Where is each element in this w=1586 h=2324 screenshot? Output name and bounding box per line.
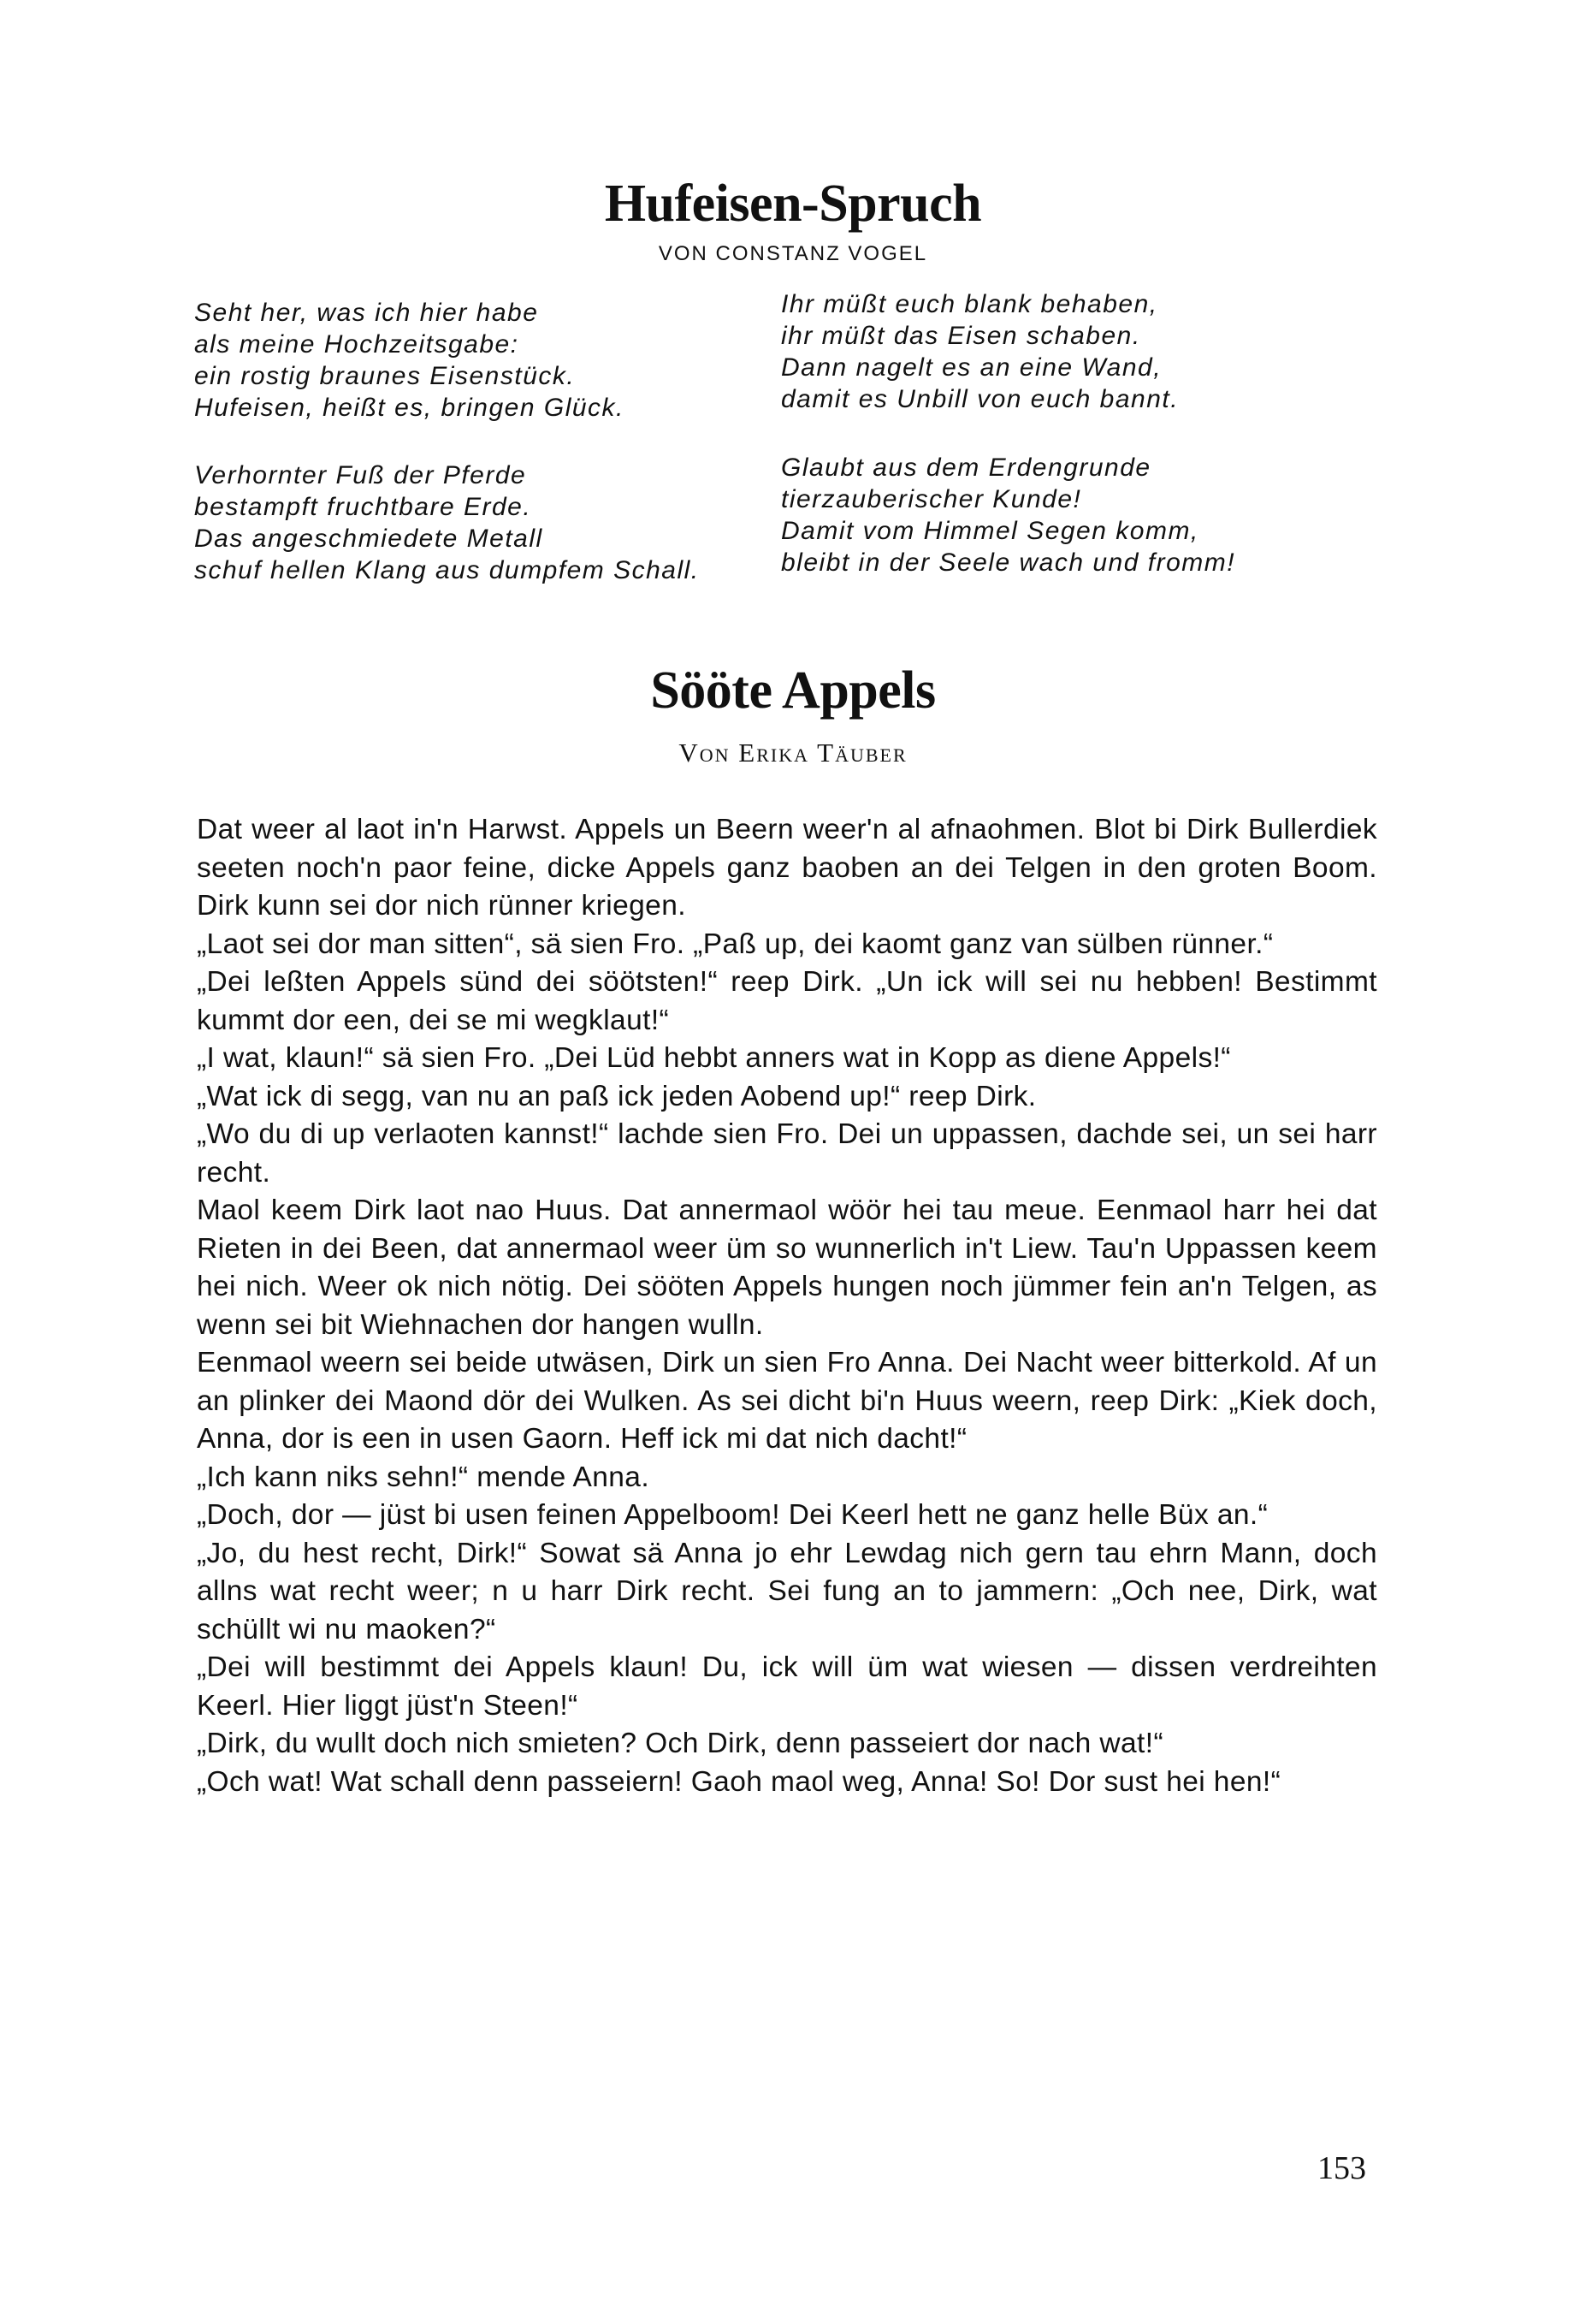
poem-line: tierzauberischer Kunde!: [781, 485, 1082, 513]
story-paragraph: „Doch, dor — jüst bi usen feinen Appelboom! Dei Keerl hett ne ganz helle Büx an.“: [197, 1499, 1269, 1531]
poem-stanza-3: [194, 459, 776, 586]
poem-line: Das angeschmiedete Metall: [194, 525, 543, 553]
story-paragraph: „Dei will bestimmt dei Appels klaun! Du, ick will üm wat wiesen — dissen verdreihten Keerl. Hier liggt jüst'n Steen!“: [197, 1651, 1377, 1722]
poem-stanza-1: [194, 297, 776, 424]
poem-line: Verhornter Fuß der Pferde: [194, 461, 527, 489]
poem-line: Ihr müßt euch blank behaben,: [781, 290, 1158, 318]
story-paragraph: „Dei leßten Appels sünd dei söötsten!“ reep Dirk. „Un ick will sei nu hebben! Bestimmt kummt dor een, dei se mi wegklaut!“: [197, 966, 1377, 1036]
page-number: 153: [1317, 2150, 1366, 2186]
story-paragraph: Eenmaol weern sei beide utwäsen, Dirk un sien Fro Anna. Dei Nacht weer bitterkold. Af un an plinker dei Maond dör dei Wulken. As sei dicht bi'n Huus weern, reep Dirk: „Kiek doch, Anna, dor is een in usen Gaorn. Heff ick mi dat nich dacht!“: [197, 1347, 1377, 1455]
poem-line: bestampft fruchtbare Erde.: [194, 493, 532, 521]
poem-line: Glaubt aus dem Erdengrunde: [781, 454, 1151, 482]
poem-line: schuf hellen Klang aus dumpfem Schall.: [194, 556, 700, 584]
story-paragraph: „Ich kann niks sehn!“ mende Anna.: [197, 1461, 650, 1493]
story-title: Sööte Appels: [650, 661, 936, 720]
poem-stanza-4: [781, 452, 1363, 578]
story-paragraph: „I wat, klaun!“ sä sien Fro. „Dei Lüd hebbt anners wat in Kopp as diene Appels!“: [197, 1042, 1231, 1074]
story-paragraph: Maol keem Dirk laot nao Huus. Dat annermaol wöör hei tau meue. Eenmaol harr hei dat Rieten in dei Been, dat annermaol weer üm so wunnerlich in't Liew. Tau'n Uppassen keem hei nich. Weer ok nich nötig. Dei sööten Appels hungen noch jümmer fein an'n Telgen, as wenn sei bit Wiehnachen dor hangen wulln.: [197, 1195, 1377, 1341]
poem-stanza-2: [781, 288, 1363, 415]
story-text: [197, 811, 1377, 1801]
story-paragraph: „Wat ick di segg, van nu an paß ick jeden Aobend up!“ reep Dirk.: [197, 1080, 1037, 1112]
story-paragraph: „Wo du di up verlaoten kannst!“ lachde sien Fro. Dei un uppassen, dachde sei, un sei harr recht.: [197, 1118, 1377, 1189]
story-paragraph: „Jo, du hest recht, Dirk!“ Sowat sä Anna jo ehr Lewdag nich gern tau ehrn Mann, doch allns wat recht weer; n u harr Dirk recht. Sei fung an to jammern: „Och nee, Dirk, wat schüllt wi nu maoken?“: [197, 1537, 1377, 1645]
story-paragraph: „Dirk, du wullt doch nich smieten? Och Dirk, denn passeiert dor nach wat!“: [197, 1728, 1163, 1759]
poem-line: Dann nagelt es an eine Wand,: [781, 353, 1163, 382]
story-byline: Von Erika Täuber: [678, 738, 908, 768]
poem-line: als meine Hochzeitsgabe:: [194, 330, 519, 359]
poem-title: Hufeisen-Spruch: [604, 175, 982, 233]
poem-line: Seht her, was ich hier habe: [194, 299, 539, 327]
poem-byline: VON CONSTANZ VOGEL: [658, 242, 928, 265]
story-paragraph: „Och wat! Wat schall denn passeiern! Gaoh maol weg, Anna! So! Dor sust hei hen!“: [197, 1765, 1281, 1798]
story-paragraph: „Laot sei dor man sitten“, sä sien Fro. „Paß up, dei kaomt ganz van sülben rünner.“: [197, 928, 1274, 960]
poem-line: ein rostig braunes Eisenstück.: [194, 362, 576, 390]
poem-line: damit es Unbill von euch bannt.: [781, 385, 1180, 413]
poem-line: Damit vom Himmel Segen komm,: [781, 517, 1199, 545]
poem-line: ihr müßt das Eisen schaben.: [781, 322, 1141, 350]
poem-line: bleibt in der Seele wach und fromm!: [781, 548, 1236, 577]
story-paragraph: Dat weer al laot in'n Harwst. Appels un Beern weer'n al afnaohmen. Blot bi Dirk Bullerdiek seeten noch'n paor feine, dicke Appels ganz baoben an dei Telgen in den groten Boom. Dirk kunn sei dor nich rünner kriegen.: [197, 814, 1377, 922]
poem-line: Hufeisen, heißt es, bringen Glück.: [194, 394, 624, 422]
